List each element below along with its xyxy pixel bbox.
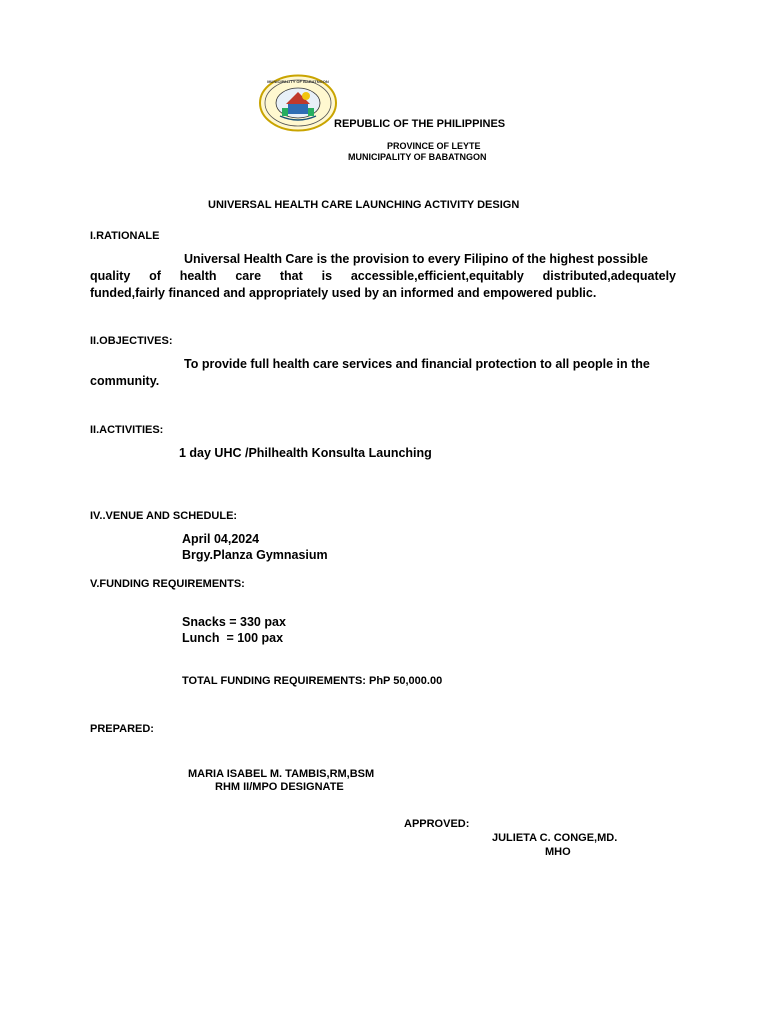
rationale-line-2: quality of health care that is accessible,efficient,equitably distributed,adequately xyxy=(90,269,676,283)
venue-place: Brgy.Planza Gymnasium xyxy=(182,548,328,562)
province-heading: PROVINCE OF LEYTE xyxy=(387,141,481,151)
prepared-title: RHM II/MPO DESIGNATE xyxy=(215,781,344,793)
prepared-name: MARIA ISABEL M. TAMBIS,RM,BSM xyxy=(188,768,375,780)
venue-heading: IV..VENUE AND SCHEDULE: xyxy=(90,510,238,522)
rationale-heading: I.RATIONALE xyxy=(90,230,160,242)
objectives-line-2: community. xyxy=(90,374,160,388)
approved-title: MHO xyxy=(545,846,571,858)
activities-heading: II.ACTIVITIES: xyxy=(90,424,164,436)
venue-date: April 04,2024 xyxy=(182,532,260,546)
funding-total: TOTAL FUNDING REQUIREMENTS: PhP 50,000.00 xyxy=(182,675,443,687)
funding-lunch: Lunch = 100 pax xyxy=(182,631,284,645)
approved-name: JULIETA C. CONGE,MD. xyxy=(492,832,618,844)
prepared-label: PREPARED: xyxy=(90,723,154,735)
activities-item: 1 day UHC /Philhealth Konsulta Launching xyxy=(179,446,432,460)
document-title: UNIVERSAL HEALTH CARE LAUNCHING ACTIVITY DESIGN xyxy=(208,199,520,211)
funding-snacks: Snacks = 330 pax xyxy=(182,615,286,629)
rationale-line-1: Universal Health Care is the provision to every Filipino of the highest possible xyxy=(184,252,648,266)
rationale-line-3: funded,fairly financed and appropriately used by an informed and empowered public. xyxy=(90,286,597,300)
approved-label: APPROVED: xyxy=(404,818,470,830)
municipality-heading: MUNICIPALITY OF BABATNGON xyxy=(348,152,487,162)
municipal-seal-logo xyxy=(258,74,338,132)
country-heading: REPUBLIC OF THE PHILIPPINES xyxy=(334,118,506,130)
objectives-line-1: To provide full health care services and financial protection to all people in the xyxy=(184,357,650,371)
svg-text:MUNICIPALITY OF BABATNGON: MUNICIPALITY OF BABATNGON xyxy=(267,79,329,84)
funding-heading: V.FUNDING REQUIREMENTS: xyxy=(90,578,245,590)
objectives-heading: II.OBJECTIVES: xyxy=(90,335,173,347)
